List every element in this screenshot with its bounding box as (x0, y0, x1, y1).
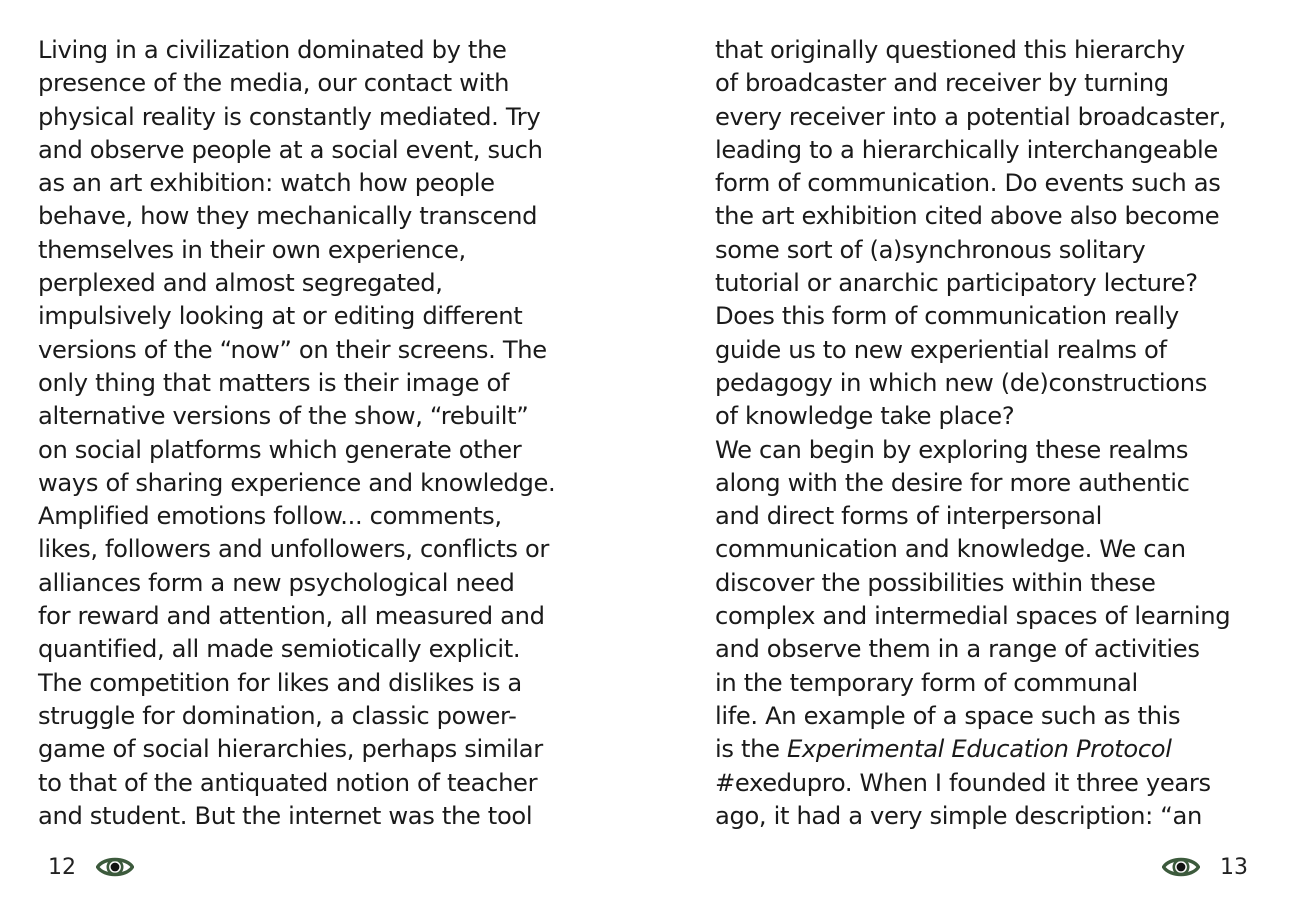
right-folio (1162, 851, 1248, 883)
text-line: leading to a hierarchically interchangeable (715, 135, 1218, 164)
text-line: complex and intermedial spaces of learning (715, 602, 1231, 631)
text-line: presence of the media, our contact with (38, 69, 510, 98)
text-line: perplexed and almost segregated, (38, 269, 443, 298)
text-line: on social platforms which generate other (38, 435, 522, 464)
text-line: themselves in their own experience, (38, 235, 466, 264)
text-line: versions of the “now” on their screens. The (38, 335, 547, 364)
text-line: for reward and attention, all measured and (38, 602, 545, 631)
text-line: physical reality is constantly mediated. Try (38, 102, 541, 131)
left-folio (48, 851, 134, 883)
text-line: alliances form a new psychological need (38, 568, 515, 597)
text-line: We can begin by exploring these realms (715, 435, 1189, 464)
text-line: in the temporary form of communal (715, 668, 1138, 697)
page-number: 12 (48, 854, 76, 880)
eye-icon (96, 854, 134, 880)
text-line: and direct forms of interpersonal (715, 502, 1102, 531)
text-line: only thing that matters is their image of (38, 368, 510, 397)
text-line: likes, followers and unfollowers, conflicts or (38, 535, 549, 564)
text-line: of knowledge take place? (715, 402, 1015, 431)
protocol-title: Experimental Education Protocol (786, 735, 1172, 764)
text-line: to that of the antiquated notion of teacher (38, 768, 538, 797)
right-page-body-text (715, 34, 1275, 833)
text-line: along with the desire for more authentic (715, 468, 1190, 497)
text-line: the art exhibition cited above also become (715, 202, 1220, 231)
text-line: game of social hierarchies, perhaps similar (38, 735, 543, 764)
text-line: #exedupro. When I founded it three years (715, 768, 1211, 797)
text-line: ago, it had a very simple description: “an (715, 801, 1202, 830)
text-line: and observe people at a social event, such (38, 135, 543, 164)
text-line: quantified, all made semiotically explicit. (38, 635, 521, 664)
text-line: Living in a civilization dominated by the (38, 36, 507, 64)
text-line: and student. But the internet was the tool (38, 801, 533, 830)
text-line: that originally questioned this hierarchy (715, 36, 1185, 64)
text-line: as an art exhibition: watch how people (38, 169, 495, 198)
text-line: discover the possibilities within these (715, 568, 1156, 597)
text-line: struggle for domination, a classic power- (38, 701, 517, 730)
text-line: pedagogy in which new (de)constructions (715, 368, 1207, 397)
text-line: Amplified emotions follow... comments, (38, 502, 502, 531)
text-line: of broadcaster and receiver by turning (715, 69, 1169, 98)
right-page (646, 0, 1293, 913)
text-line: communication and knowledge. We can (715, 535, 1186, 564)
text-line: every receiver into a potential broadcaster, (715, 102, 1226, 131)
left-page-body-text (38, 34, 598, 833)
text-line: behave, how they mechanically transcend (38, 202, 538, 231)
text-line: alternative versions of the show, “rebuilt” (38, 402, 529, 431)
text-line-with-title (715, 733, 1275, 766)
text-line: Does this form of communication really (715, 302, 1179, 331)
text-line: life. An example of a space such as this (715, 701, 1181, 730)
text-line: impulsively looking at or editing different (38, 302, 523, 331)
text-line: and observe them in a range of activities (715, 635, 1200, 664)
eye-icon (1162, 854, 1200, 880)
line-prefix: is the (715, 735, 787, 764)
text-line: The competition for likes and dislikes is a (38, 668, 522, 697)
text-line: guide us to new experiential realms of (715, 335, 1167, 364)
text-line: tutorial or anarchic participatory lecture? (715, 269, 1198, 298)
page-number: 13 (1220, 854, 1248, 880)
left-page (0, 0, 646, 913)
text-line: form of communication. Do events such as (715, 169, 1221, 198)
text-line: ways of sharing experience and knowledge. (38, 468, 556, 497)
text-line: some sort of (a)synchronous solitary (715, 235, 1146, 264)
